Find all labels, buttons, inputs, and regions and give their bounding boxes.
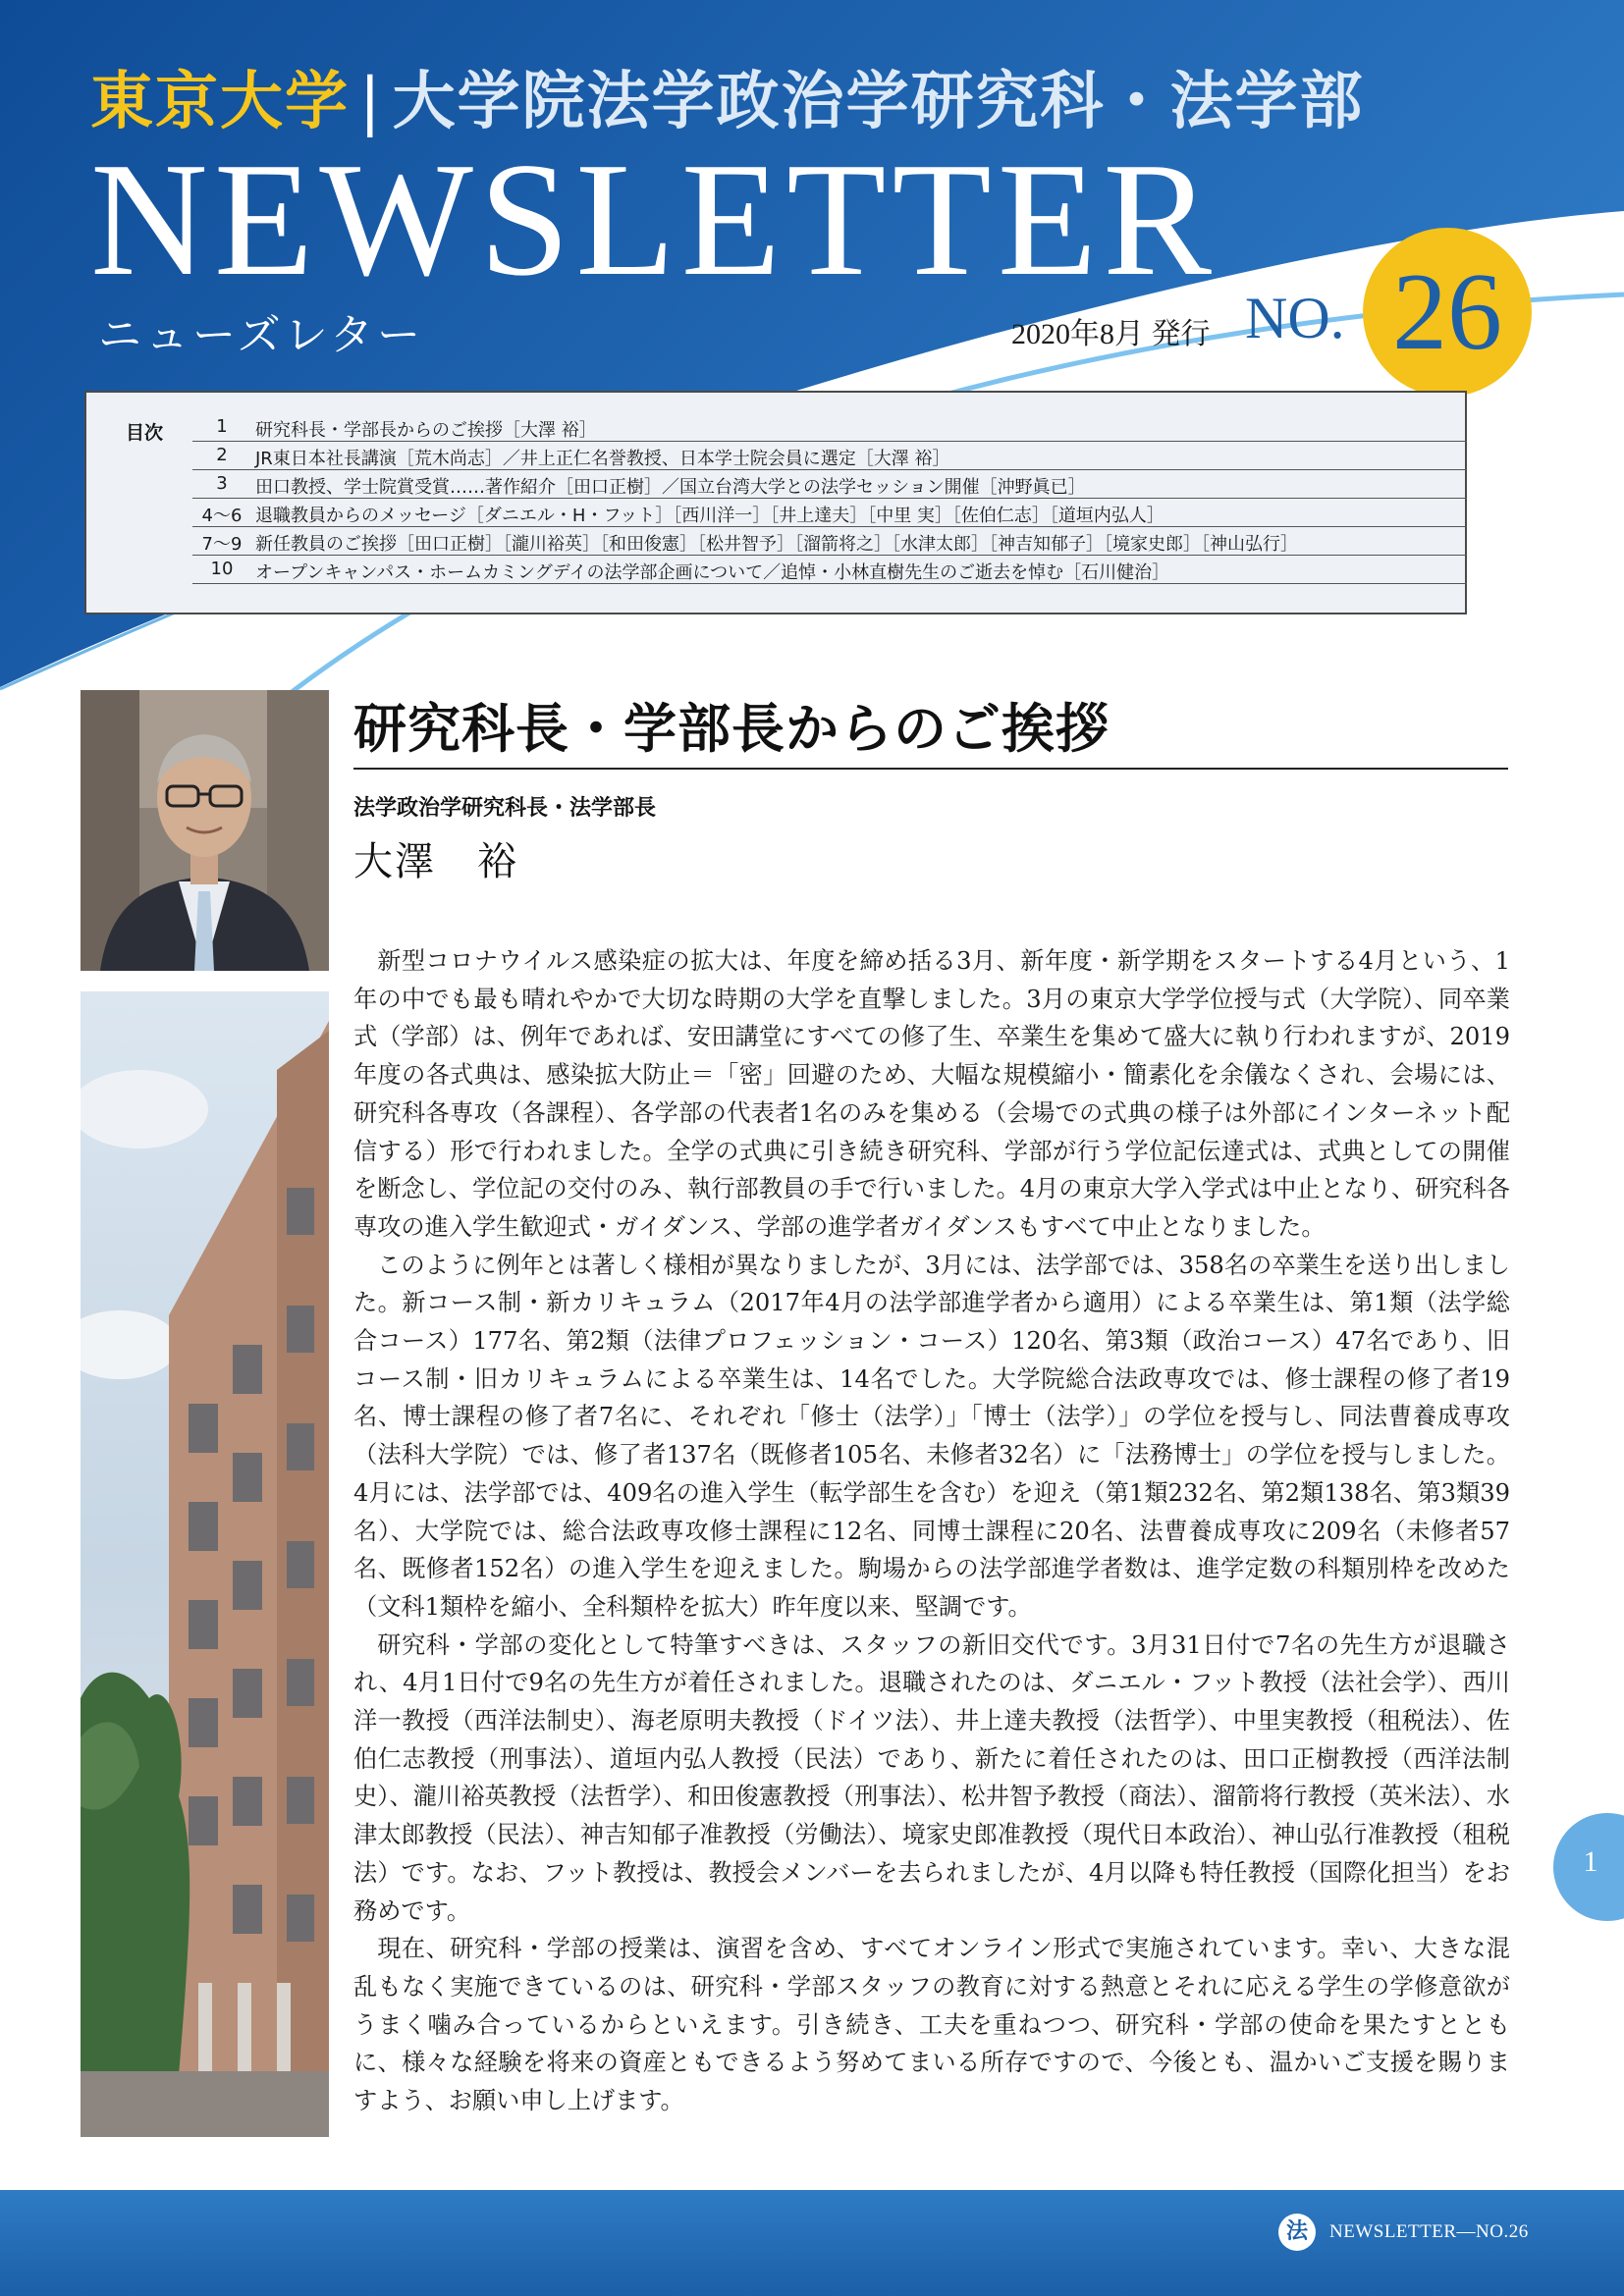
toc-item[interactable]: [192, 414, 1467, 442]
toc-item-text: 新任教員のご挨拶［田口正樹］［瀧川裕英］［和田俊憲］［松井智予］［溜箭将之］［水津太郎］［神吉知郁子］［境家史郎］［神山弘行］: [255, 534, 1298, 555]
footer-text: NEWSLETTER—NO.26: [1329, 2221, 1529, 2242]
toc-item[interactable]: [192, 443, 1467, 470]
toc-item-page: 7～9: [201, 534, 243, 555]
article-paragraph: 研究科・学部の変化として特筆すべきは、スタッフの新旧交代です。3月31日付で7名の先生方が退職され、4月1日付で9名の先生方が着任されました。退職されたのは、ダニエル・フット教授（法社会学）、西川洋一教授（西洋法制史）、海老原明夫教授（ドイツ法）、井上達夫教授（法哲学）、中里実教授（租税法）、佐伯仁志教授（刑事法）、道垣内弘人教授（民法）であり、新たに着任されたのは、田口正樹教授（西洋法制史）、瀧川裕英教授（法哲学）、和田俊憲教授（刑事法）、松井智予教授（商法）、溜箭将行教授（英米法）、水津太郎教授（民法）、神吉知郁子准教授（労働法）、境家史郎准教授（現代日本政治）、神山弘行准教授（租税法）です。なお、フット教授は、教授会メンバーを去られましたが、4月以降も特任教授（国際化担当）をお務めです。: [353, 1630, 1510, 1925]
article-paragraph: 現在、研究科・学部の授業は、演習を含め、すべてオンライン形式で実施されています。幸い、大きな混乱もなく実施できているのは、研究科・学部スタッフの教育に対する熱意とそれに応える学生の学修意欲がうまく噛み合っているからといえます。引き続き、工夫を重ねつつ、研究科・学部の使命を果たすとともに、様々な経験を将来の資産ともできるよう努めてまいる所存ですので、今後とも、温かいご支援を賜りますよう、お願い申し上げます。: [353, 1935, 1510, 2115]
toc-item-page: 2: [216, 445, 228, 465]
article-body: [353, 942, 1510, 2120]
toc-item-page: 4～6: [201, 506, 243, 526]
law-faculty-logo: 法: [1278, 2214, 1316, 2251]
author-portrait: [81, 690, 329, 971]
issue-label: NO.: [1245, 286, 1345, 350]
toc-item[interactable]: [192, 500, 1467, 527]
toc-item-text: オープンキャンパス・ホームカミングデイの法学部企画について／追悼・小林直樹先生のご逝去を悼む［石川健治］: [255, 562, 1170, 583]
toc-item-page: 3: [216, 473, 228, 494]
author-role: 法学政治学研究科長・法学部長: [353, 796, 657, 821]
title-divider: [353, 768, 1508, 770]
title-separator: |: [359, 66, 383, 138]
page-number: 1: [1583, 1845, 1598, 1878]
faculty-name: 大学院法学政治学研究科・法学部: [392, 66, 1365, 138]
toc-item-page: 1: [216, 416, 228, 437]
toc-item[interactable]: [192, 471, 1467, 499]
toc-item-text: 退職教員からのメッセージ［ダニエル・H・フット］［西川洋一］［井上達夫］［中里 実］［佐伯仁志］［道垣内弘人］: [255, 506, 1164, 526]
masthead-kana: ニューズレター: [98, 310, 425, 360]
footer-bar: [0, 2190, 1624, 2296]
masthead-title: NEWSLETTER: [90, 129, 1218, 309]
toc-heading: 目次: [126, 422, 164, 444]
article-title: 研究科長・学部長からのご挨拶: [353, 697, 1110, 760]
toc-item-text: 田口教授、学士院賞受賞……著作紹介［田口正樹］／国立台湾大学との法学セッション開催［沖野眞已］: [255, 477, 1086, 498]
article-paragraph: このように例年とは著しく様相が異なりましたが、3月には、法学部では、358名の卒業生を送り出しました。新コース制・新カリキュラム（2017年4月の法学部進学者から適用）による卒業生は、第1類（法学総合コース）177名、第2類（法律プロフェッション・コース）120名、第3類（政治コース）47名であり、旧コース制・旧カリキュラムによる卒業生は、14名でした。大学院総合法政専攻では、修士課程の修了者19名、博士課程の修了者7名に、それぞれ「修士（法学）」「博士（法学）」の学位を授与し、同法曹養成専攻（法科大学院）では、修了者137名（既修者105名、未修者32名）に「法務博士」の学位を授与しました。4月には、法学部では、409名の進入学生（転学部生を含む）を迎え（第1類232名、第2類138名、第3類39名）、大学院では、総合法政専攻修士課程に12名、同博士課程に20名、法曹養成専攻に209名（未修者57名、既修者152名）の進入学生を迎えました。駒場からの法学部進学者数は、進学定数の科類別枠を改めた（文科1類枠を縮小、全科類枠を拡大）昨年度以来、堅調です。: [353, 1251, 1510, 1621]
toc-item[interactable]: [192, 528, 1467, 556]
toc-item[interactable]: [192, 557, 1467, 584]
toc-item-text: JR東日本社長講演［荒木尚志］／井上正仁名誉教授、日本学士院会員に選定［大澤 裕］: [255, 449, 950, 469]
toc-item-text: 研究科長・学部長からのご挨拶［大澤 裕］: [255, 420, 597, 441]
toc-item-page: 10: [210, 559, 234, 579]
university-name: 東京大学: [90, 66, 350, 138]
author-name: 大澤 裕: [353, 839, 518, 884]
article-paragraph: 新型コロナウイルス感染症の拡大は、年度を締め括る3月、新年度・新学期をスタートする4月という、1年の中でも最も晴れやかで大切な時期の大学を直撃しました。3月の東京大学学位授与式（大学院）、同卒業式（学部）は、例年であれば、安田講堂にすべての修了生、卒業生を集めて盛大に執り行われますが、2019年度の各式典は、感染拡大防止＝「密」回避のため、大幅な規模縮小・簡素化を余儀なくされ、会場には、研究科各専攻（各課程）、各学部の代表者1名のみを集める（会場での式典の様子は外部にインターネット配信する）形で行われました。全学の式典に引き続き研究科、学部が行う学位記伝達式は、式典としての開催を断念し、学位記の交付のみ、執行部教員の手で行いました。4月の東京大学入学式は中止となり、研究科各専攻の進入学生歓迎式・ガイダンス、学部の進学者ガイダンスもすべて中止となりました。: [353, 947, 1510, 1241]
issue-date: 2020年8月 発行: [1011, 318, 1211, 350]
issue-number: 26: [1392, 251, 1502, 373]
campus-building-photo: [81, 991, 329, 2137]
